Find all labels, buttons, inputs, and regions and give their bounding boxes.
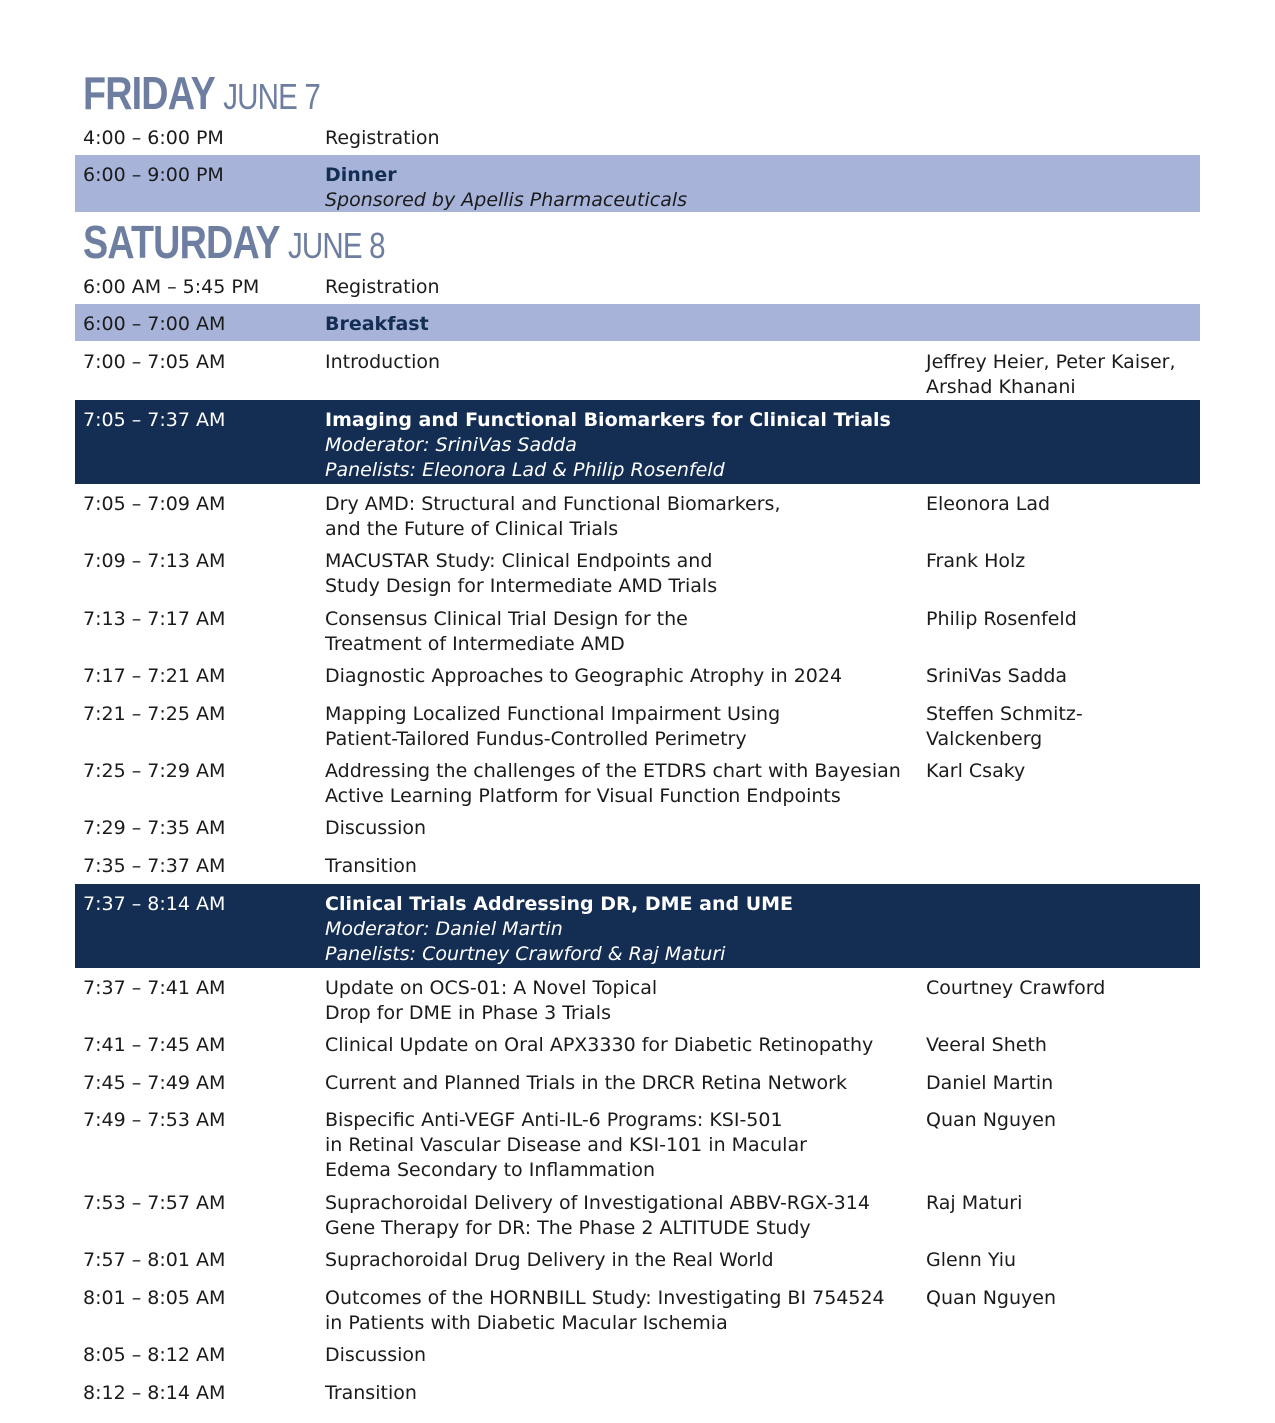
row-speaker: Glenn Yiu [926,1249,1017,1271]
title-line: Update on OCS-01: A Novel Topical [325,977,658,999]
title-line: Gene Therapy for DR: The Phase 2 ALTITUDE Study [325,1217,811,1239]
row-title [325,1191,915,1241]
row-title: Registration [325,276,440,298]
day-date: JUNE 7 [223,76,321,117]
row-time: 6:00 AM – 5:45 PM [83,276,260,298]
agenda-row [75,751,1200,808]
row-speaker: Quan Nguyen [926,1287,1057,1309]
title-line: Consensus Clinical Trial Design for the [325,608,688,630]
session-header [75,400,1200,484]
row-time: 7:41 – 7:45 AM [83,1034,226,1056]
speaker-line: Arshad Khanani [926,376,1076,398]
row-speaker: Raj Maturi [926,1192,1023,1214]
row-speaker: Frank Holz [926,550,1026,572]
row-title: Diagnostic Approaches to Geographic Atrophy in 2024 [325,665,843,687]
agenda-row [75,1240,1200,1278]
session-panelists: Panelists: Eleonora Lad & Philip Rosenfeld [325,459,725,481]
row-time: 7:25 – 7:29 AM [83,760,226,782]
row-title-block [325,163,915,213]
agenda-row [75,1373,1200,1411]
row-speaker: Daniel Martin [926,1072,1054,1094]
row-title: Discussion [325,1344,427,1366]
row-time: 7:21 – 7:25 AM [83,703,226,725]
row-time: 7:57 – 8:01 AM [83,1249,226,1271]
row-time: 8:12 – 8:14 AM [83,1382,226,1404]
row-title [325,607,915,657]
row-speaker: Quan Nguyen [926,1109,1057,1131]
row-time: 7:45 – 7:49 AM [83,1072,226,1094]
title-line: MACUSTAR Study: Clinical Endpoints and [325,550,713,572]
row-title: Registration [325,127,440,149]
row-time: 7:35 – 7:37 AM [83,855,226,877]
day-date: JUNE 8 [287,225,385,266]
row-time: 7:17 – 7:21 AM [83,665,226,687]
row-title [325,549,915,599]
row-time: 4:00 – 6:00 PM [83,127,224,149]
session-moderator: Moderator: Daniel Martin [325,918,563,940]
title-line: and the Future of Clinical Trials [325,518,619,540]
row-title: Current and Planned Trials in the DRCR Retina Network [325,1072,847,1094]
row-speaker: Philip Rosenfeld [926,608,1077,630]
agenda-row [75,1025,1200,1063]
agenda-row [75,656,1200,694]
row-speaker: SriniVas Sadda [926,665,1068,687]
agenda-row [75,1183,1200,1240]
agenda-row [75,968,1200,1025]
session-panelists: Panelists: Courtney Crawford & Raj Maturi [325,943,726,965]
row-time: 6:00 – 9:00 PM [83,164,224,186]
row-time: 7:49 – 7:53 AM [83,1109,226,1131]
agenda-row [75,267,1200,304]
row-time: 7:37 – 8:14 AM [83,893,226,915]
row-time: 7:37 – 7:41 AM [83,977,226,999]
title-line: Edema Secondary to Inflammation [325,1159,656,1181]
row-title: Introduction [325,351,441,373]
title-line: Outcomes of the HORNBILL Study: Investigating BI 754524 [325,1287,885,1309]
row-time: 7:29 – 7:35 AM [83,817,226,839]
title-line: Dry AMD: Structural and Functional Biomarkers, [325,493,781,515]
row-title: Transition [325,855,417,877]
agenda-row [75,118,1200,155]
agenda-row [75,342,1200,400]
row-title [325,1108,915,1183]
row-title [325,1286,915,1336]
agenda-row [75,846,1200,884]
row-speaker: Courtney Crawford [926,977,1106,999]
row-title [325,492,915,542]
title-line: in Patients with Diabetic Macular Ischemia [325,1312,728,1334]
row-title [325,702,915,752]
agenda-row [75,484,1200,541]
session-title: Clinical Trials Addressing DR, DME and UME [325,893,794,915]
agenda-row-highlight [75,304,1200,341]
row-title: Dinner [325,164,397,186]
row-time: 7:05 – 7:37 AM [83,409,226,431]
agenda-row [75,1063,1200,1100]
title-line: in Retinal Vascular Disease and KSI-101 in Macular [325,1134,807,1156]
session-moderator: Moderator: SriniVas Sadda [325,434,577,456]
title-line: Treatment of Intermediate AMD [325,633,625,655]
agenda-row [75,1100,1200,1183]
agenda-row [75,1278,1200,1335]
row-title: Discussion [325,817,427,839]
row-title: Suprachoroidal Drug Delivery in the Real World [325,1249,774,1271]
row-title: Clinical Update on Oral APX3330 for Diabetic Retinopathy [325,1034,874,1056]
day-name: FRIDAY [83,67,216,119]
row-title: Transition [325,1382,417,1404]
title-line: Active Learning Platform for Visual Function Endpoints [325,785,841,807]
row-title [325,759,915,809]
row-sponsor: Sponsored by Apellis Pharmaceuticals [325,189,688,211]
row-time: 7:05 – 7:09 AM [83,493,226,515]
row-time: 7:09 – 7:13 AM [83,550,226,572]
row-speaker: Veeral Sheth [926,1034,1047,1056]
session-block [325,892,915,967]
session-title: Imaging and Functional Biomarkers for Clinical Trials [325,409,891,431]
saturday-heading [83,215,385,269]
session-header [75,884,1200,968]
row-speaker: Steffen Schmitz-Valckenberg [926,703,1083,750]
title-line: Drop for DME in Phase 3 Trials [325,1002,611,1024]
session-block [325,408,915,483]
agenda-row [75,808,1200,846]
agenda-row-highlight [75,155,1200,212]
row-time: 7:00 – 7:05 AM [83,351,226,373]
row-speaker: Karl Csaky [926,760,1026,782]
row-time: 8:05 – 8:12 AM [83,1344,226,1366]
agenda-row [75,599,1200,656]
friday-heading [83,66,320,120]
row-time: 7:13 – 7:17 AM [83,608,226,630]
row-time: 7:53 – 7:57 AM [83,1192,226,1214]
title-line: Mapping Localized Functional Impairment Using [325,703,781,725]
title-line: Study Design for Intermediate AMD Trials [325,575,718,597]
agenda-row [75,541,1200,599]
row-speaker: Eleonora Lad [926,493,1051,515]
day-name: SATURDAY [83,216,280,268]
speaker-line: Jeffrey Heier, Peter Kaiser, [926,351,1176,373]
title-line: Patient-Tailored Fundus-Controlled Perimetry [325,728,747,750]
title-line: Bispecific Anti-VEGF Anti-IL-6 Programs: KSI-501 [325,1109,783,1131]
agenda-row [75,1335,1200,1373]
title-line: Suprachoroidal Delivery of Investigational ABBV-RGX-314 [325,1192,870,1214]
row-speaker [926,350,1196,400]
row-title: Breakfast [325,313,429,335]
agenda-row [75,694,1200,751]
row-title [325,976,915,1026]
row-time: 8:01 – 8:05 AM [83,1287,226,1309]
title-line: Addressing the challenges of the ETDRS chart with Bayesian [325,760,901,782]
row-time: 6:00 – 7:00 AM [83,313,226,335]
